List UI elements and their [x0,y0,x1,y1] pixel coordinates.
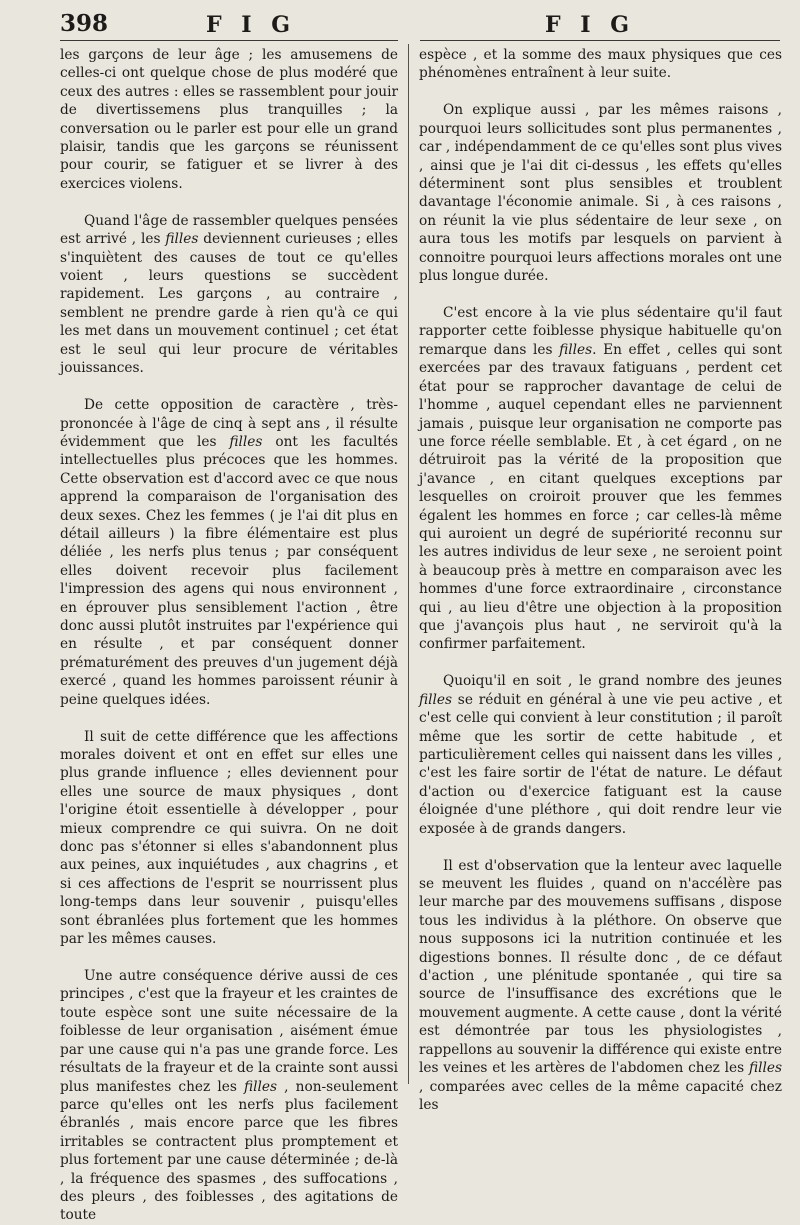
paragraph-5 [419,857,782,1115]
header-rule-left [60,40,398,41]
paragraph-text: les garçons de leur âge ; les amusemens de celles-ci ont quelque chose de plus modéré que ceux des autres : elles se rassemblent pour jouir de divertissemens plus tranquilles ; la conversation ou le parler est pour elle un grand plaisir, tandis que les garçons se réunissent pour courir, se fatiguer et se livrer à des exercices violens. [60,47,398,192]
paragraph-2 [60,212,398,378]
italic-term: filles [165,231,199,248]
right-column [419,46,782,1114]
column-divider [408,44,409,1084]
paragraph-3 [60,396,398,709]
paragraph-text: De cette opposition de caractère , très-prononcée à l'âge de cinq à sept ans , il résulte évidemment que les [60,397,398,450]
italic-term: filles [244,1078,278,1095]
paragraph-3 [419,304,782,654]
paragraph-text: Quoiqu'il en soit , le grand nombre des jeunes [443,673,782,690]
italic-term: filles [559,341,593,358]
paragraph-2 [419,101,782,285]
left-column [60,46,398,1225]
paragraph-text: espèce , et la somme des maux physiques que ces phénomènes entraînent à leur suite. [419,47,782,82]
paragraph-text: Une autre conséquence dérive aussi de ces principes , c'est que la frayeur et les craintes de toute espèce sont une suite nécessaire de la foiblesse de leur organisation , aisément émue par une cause qui n'a pas une grande force. Les résultats de la frayeur et de la crainte sont aussi plus manifestes chez les [60,968,398,1095]
paragraph-text: deviennent curieuses ; elles s'inquiètent des causes de tout ce qu'elles voient , leurs questions se succèdent rapidement. Les garçons , au contraire , semblent ne prendre garde à rien qu'à ce qui les met dans un mouvement continuel ; cet état est le seul qui leur procure de véritables jouissances. [60,231,398,377]
paragraph-text: On explique aussi , par les mêmes raisons , pourquoi leurs sollicitudes sont plus permanentes , car , indépendamment de ce qu'elles sont plus vives , ainsi que je l'ai dit ci-dessus , les effets qu'elles déterminent sont plus sensibles et troublent davantage l'économie animale. Si , à ces raisons , on réunit la vie plus sédentaire de leur sexe , on aura tous les motifs par lesquels on parvient à connoitre pourquoi leurs affections morales ont une plus longue durée. [419,102,782,285]
paragraph-text: ont les facultés intellectuelles plus précoces que les hommes. Cette observation est d'accord avec ce que nous apprend la comparaison de l'organisation des deux sexes. Chez les femmes ( je l'ai dit plus en détail ailleurs ) la fibre élémentaire est plus déliée , les nerfs plus tenus ; par conséquent elles doivent recevoir plus facilement l'impression des agens qui nous environnent , en éprouver plus sensiblement l'action , être donc aussi plutôt instruites par l'expérience qui en résulte , et par conséquent donner prématurément des preuves d'un jugement déjà exercé , quand les hommes paroissent réunir à peine quelques idées. [60,433,398,708]
page-header [0,10,800,42]
paragraph-5 [60,967,398,1225]
running-head-left: F I G [206,12,297,38]
running-head-right: F I G [545,12,636,38]
header-rule-right [420,40,780,41]
paragraph-text: , comparées avec celles de la même capacité chez les [419,1078,782,1113]
paragraph-4 [419,672,782,838]
paragraph-text: C'est encore à la vie plus sédentaire qu'il faut rapporter cette foiblesse physique habituelle qu'on remarque dans les [419,305,782,358]
paragraph-1 [419,46,782,83]
paragraph-text: Il est d'observation que la lenteur avec laquelle se meuvent les fluides , quand on n'accélère pas leur marche par des mouvemens suffisans , dispose tous les individus à la pléthore. On observe que nous supposons ici la nutrition continuée et les digestions bonnes. Il résulte donc , de ce défaut d'action , une plénitude spontanée , qui tire sa source de l'insuffisance des excrétions que le mouvement augmente. A cette cause , dont la vérité est démontrée par tous les physiologistes , rappellons au souvenir la différence qui existe entre les veines et les artères de l'abdomen chez les [419,857,782,1077]
paragraph-text: , non-seulement parce qu'elles ont les nerfs plus facilement ébranlés , mais encore parce que les fibres irritables se contractent plus promptement et plus fortement par une cause déterminée ; de-là , la fréquence des spasmes , des suffocations , des pleurs , des foiblesses , des agitations de toute [60,1078,398,1224]
paragraph-1 [60,46,398,193]
italic-term: filles [419,691,453,708]
paragraph-text: . En effet , celles qui sont exercées par des travaux fatiguans , perdent cet état pour se rapprocher davantage de celui de l'homme , auquel cependant elles ne parviennent jamais , puisque leur organisation ne comporte pas une force réelle semblable. Et , à cet égard , on ne détruiroit pas la vérité de la proposition que j'avance , en citant quelques exceptions par lesquelles on croiroit prouver que les femmes égalent les hommes en force ; car celles-là même qui auroient un degré de supériorité reconnu sur les autres individus de leur sexe , ne seroient point à beaucoup près à mettre en comparaison avec les hommes d'une force extraordinaire , circonstance qui , au lieu d'être une objection à la proposition que j'avançois plus haut , ne serviroit qu'à la confirmer parfaitement. [419,341,782,653]
paragraph-text: se réduit en général à une vie peu active , et c'est celle qui convient à leur constitution ; il paroît même que les sortir de cette habitude , et particulièrement celles qui naissent dans les villes , c'est les faire sortir de l'état de nature. Le défaut d'action ou d'exercice fatiguant est la cause éloignée d'une pléthore , qui doit rendre leur vie exposée à de grands dangers. [419,691,782,837]
paragraph-4 [60,728,398,949]
paragraph-text: Quand l'âge de rassembler quelques pensées est arrivé , les [60,212,398,248]
paragraph-text: Il suit de cette différence que les affections morales doivent et ont en effet sur elles une plus grande influence ; elles deviennent pour elles une source de maux physiques , dont l'origine étoit essentielle à développer , pour mieux comprendre ce qui suivra. On ne doit donc pas s'étonner si elles s'abandonnent plus aux peines, aux inquiétudes , aux chagrins , et si ces affections de l'esprit se nourrissent plus long-temps dans leur souvenir , puisqu'elles sont ébranlées plus fortement que les hommes par les mêmes causes. [60,728,398,948]
page-number: 398 [60,10,109,37]
italic-term: filles [229,433,263,450]
italic-term: filles [748,1060,782,1077]
